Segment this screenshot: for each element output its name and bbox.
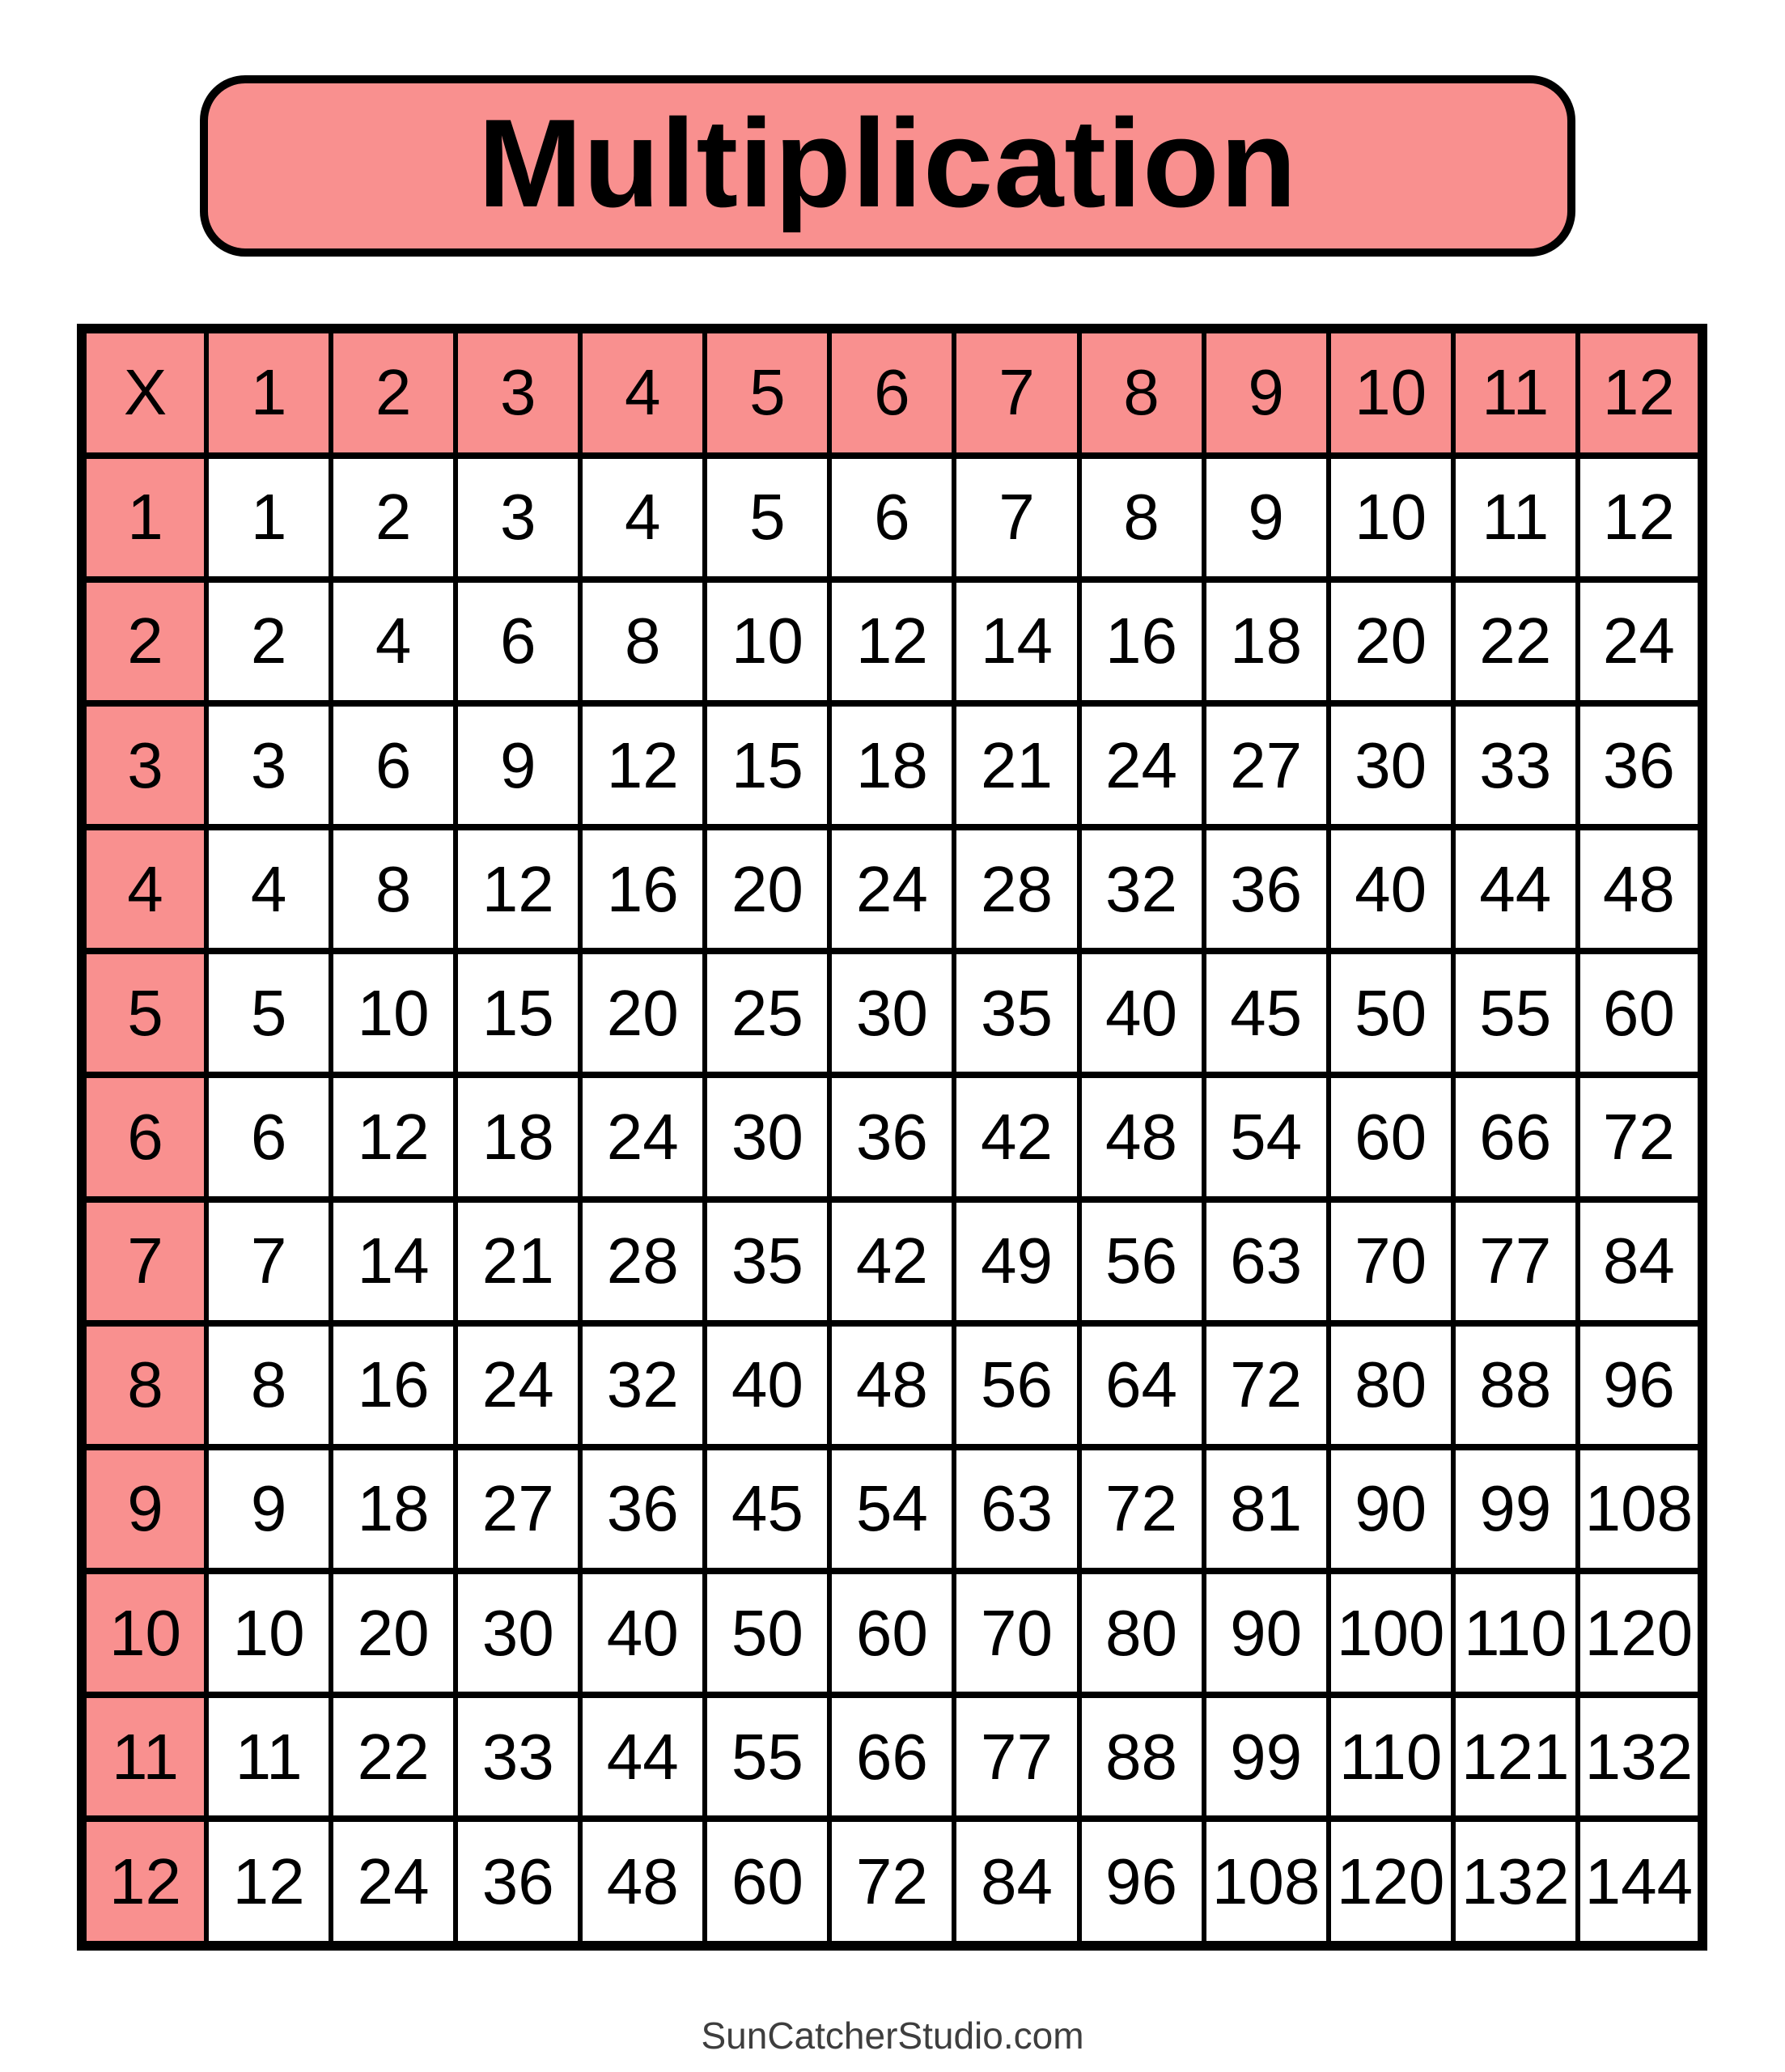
product-cell: 24 bbox=[456, 1323, 580, 1447]
product-cell: 60 bbox=[829, 1571, 954, 1695]
product-cell: 21 bbox=[456, 1199, 580, 1323]
product-cell: 132 bbox=[1453, 1819, 1578, 1946]
column-header: 9 bbox=[1204, 329, 1329, 456]
column-header: 3 bbox=[456, 329, 580, 456]
product-cell: 3 bbox=[456, 456, 580, 580]
product-cell: 66 bbox=[1453, 1075, 1578, 1199]
column-header: 11 bbox=[1453, 329, 1578, 456]
product-cell: 132 bbox=[1578, 1695, 1702, 1819]
product-cell: 44 bbox=[580, 1695, 705, 1819]
column-header: 1 bbox=[206, 329, 331, 456]
product-cell: 45 bbox=[1204, 951, 1329, 1075]
product-cell: 40 bbox=[705, 1323, 829, 1447]
column-header: 10 bbox=[1329, 329, 1453, 456]
product-cell: 40 bbox=[1079, 951, 1204, 1075]
table-row bbox=[82, 1819, 1702, 1946]
product-cell: 36 bbox=[1578, 703, 1702, 827]
product-cell: 11 bbox=[1453, 456, 1578, 580]
product-cell: 12 bbox=[580, 703, 705, 827]
row-header: 6 bbox=[82, 1075, 206, 1199]
column-header: 8 bbox=[1079, 329, 1204, 456]
product-cell: 22 bbox=[331, 1695, 456, 1819]
product-cell: 48 bbox=[1578, 827, 1702, 951]
product-cell: 45 bbox=[705, 1447, 829, 1571]
product-cell: 9 bbox=[1204, 456, 1329, 580]
product-cell: 8 bbox=[1079, 456, 1204, 580]
product-cell: 80 bbox=[1329, 1323, 1453, 1447]
column-header: 7 bbox=[954, 329, 1079, 456]
header-row bbox=[82, 329, 1702, 456]
product-cell: 6 bbox=[206, 1075, 331, 1199]
product-cell: 6 bbox=[456, 580, 580, 703]
product-cell: 10 bbox=[705, 580, 829, 703]
product-cell: 110 bbox=[1329, 1695, 1453, 1819]
product-cell: 99 bbox=[1204, 1695, 1329, 1819]
product-cell: 9 bbox=[206, 1447, 331, 1571]
product-cell: 36 bbox=[580, 1447, 705, 1571]
product-cell: 21 bbox=[954, 703, 1079, 827]
product-cell: 12 bbox=[456, 827, 580, 951]
column-header: 2 bbox=[331, 329, 456, 456]
product-cell: 7 bbox=[206, 1199, 331, 1323]
product-cell: 16 bbox=[1079, 580, 1204, 703]
product-cell: 20 bbox=[580, 951, 705, 1075]
product-cell: 28 bbox=[954, 827, 1079, 951]
row-header: 9 bbox=[82, 1447, 206, 1571]
product-cell: 36 bbox=[1204, 827, 1329, 951]
product-cell: 15 bbox=[705, 703, 829, 827]
title-banner bbox=[200, 75, 1575, 257]
product-cell: 24 bbox=[1578, 580, 1702, 703]
product-cell: 84 bbox=[954, 1819, 1079, 1946]
product-cell: 50 bbox=[705, 1571, 829, 1695]
row-header: 5 bbox=[82, 951, 206, 1075]
product-cell: 32 bbox=[1079, 827, 1204, 951]
footer-website-text: SunCatcherStudio.com bbox=[701, 2015, 1084, 2057]
product-cell: 4 bbox=[331, 580, 456, 703]
multiplication-table bbox=[77, 324, 1707, 1951]
product-cell: 110 bbox=[1453, 1571, 1578, 1695]
product-cell: 12 bbox=[331, 1075, 456, 1199]
table-row bbox=[82, 1199, 1702, 1323]
product-cell: 36 bbox=[829, 1075, 954, 1199]
product-cell: 72 bbox=[1578, 1075, 1702, 1199]
table-row bbox=[82, 827, 1702, 951]
product-cell: 120 bbox=[1578, 1571, 1702, 1695]
product-cell: 70 bbox=[1329, 1199, 1453, 1323]
table-row bbox=[82, 1447, 1702, 1571]
product-cell: 8 bbox=[206, 1323, 331, 1447]
product-cell: 99 bbox=[1453, 1447, 1578, 1571]
row-header: 11 bbox=[82, 1695, 206, 1819]
table-row bbox=[82, 1323, 1702, 1447]
product-cell: 24 bbox=[331, 1819, 456, 1946]
product-cell: 20 bbox=[705, 827, 829, 951]
product-cell: 108 bbox=[1204, 1819, 1329, 1946]
product-cell: 55 bbox=[1453, 951, 1578, 1075]
product-cell: 3 bbox=[206, 703, 331, 827]
product-cell: 77 bbox=[954, 1695, 1079, 1819]
product-cell: 72 bbox=[1204, 1323, 1329, 1447]
product-cell: 42 bbox=[954, 1075, 1079, 1199]
product-cell: 6 bbox=[829, 456, 954, 580]
column-header: 12 bbox=[1578, 329, 1702, 456]
product-cell: 60 bbox=[1578, 951, 1702, 1075]
product-cell: 80 bbox=[1079, 1571, 1204, 1695]
product-cell: 90 bbox=[1204, 1571, 1329, 1695]
row-header: 2 bbox=[82, 580, 206, 703]
row-header: 3 bbox=[82, 703, 206, 827]
corner-cell: X bbox=[82, 329, 206, 456]
product-cell: 120 bbox=[1329, 1819, 1453, 1946]
product-cell: 32 bbox=[580, 1323, 705, 1447]
product-cell: 18 bbox=[1204, 580, 1329, 703]
column-header: 5 bbox=[705, 329, 829, 456]
product-cell: 22 bbox=[1453, 580, 1578, 703]
product-cell: 8 bbox=[580, 580, 705, 703]
product-cell: 66 bbox=[829, 1695, 954, 1819]
product-cell: 44 bbox=[1453, 827, 1578, 951]
product-cell: 144 bbox=[1578, 1819, 1702, 1946]
row-header: 7 bbox=[82, 1199, 206, 1323]
product-cell: 88 bbox=[1453, 1323, 1578, 1447]
product-cell: 42 bbox=[829, 1199, 954, 1323]
product-cell: 40 bbox=[580, 1571, 705, 1695]
product-cell: 49 bbox=[954, 1199, 1079, 1323]
column-header: 6 bbox=[829, 329, 954, 456]
product-cell: 9 bbox=[456, 703, 580, 827]
product-cell: 4 bbox=[206, 827, 331, 951]
product-cell: 18 bbox=[456, 1075, 580, 1199]
product-cell: 14 bbox=[954, 580, 1079, 703]
table-row bbox=[82, 1571, 1702, 1695]
product-cell: 56 bbox=[1079, 1199, 1204, 1323]
table-row bbox=[82, 703, 1702, 827]
product-cell: 11 bbox=[206, 1695, 331, 1819]
row-header: 12 bbox=[82, 1819, 206, 1946]
product-cell: 77 bbox=[1453, 1199, 1578, 1323]
product-cell: 16 bbox=[331, 1323, 456, 1447]
row-header: 8 bbox=[82, 1323, 206, 1447]
product-cell: 55 bbox=[705, 1695, 829, 1819]
product-cell: 10 bbox=[206, 1571, 331, 1695]
product-cell: 12 bbox=[829, 580, 954, 703]
product-cell: 63 bbox=[954, 1447, 1079, 1571]
product-cell: 30 bbox=[1329, 703, 1453, 827]
product-cell: 121 bbox=[1453, 1695, 1578, 1819]
product-cell: 60 bbox=[1329, 1075, 1453, 1199]
product-cell: 50 bbox=[1329, 951, 1453, 1075]
product-cell: 30 bbox=[829, 951, 954, 1075]
product-cell: 24 bbox=[829, 827, 954, 951]
column-header: 4 bbox=[580, 329, 705, 456]
page-title: Multiplication bbox=[477, 92, 1298, 233]
product-cell: 18 bbox=[829, 703, 954, 827]
product-cell: 33 bbox=[456, 1695, 580, 1819]
product-cell: 5 bbox=[705, 456, 829, 580]
product-cell: 10 bbox=[331, 951, 456, 1075]
product-cell: 18 bbox=[331, 1447, 456, 1571]
product-cell: 10 bbox=[1329, 456, 1453, 580]
product-cell: 72 bbox=[829, 1819, 954, 1946]
table-row bbox=[82, 951, 1702, 1075]
product-cell: 40 bbox=[1329, 827, 1453, 951]
product-cell: 100 bbox=[1329, 1571, 1453, 1695]
product-cell: 27 bbox=[1204, 703, 1329, 827]
product-cell: 70 bbox=[954, 1571, 1079, 1695]
product-cell: 28 bbox=[580, 1199, 705, 1323]
product-cell: 88 bbox=[1079, 1695, 1204, 1819]
product-cell: 8 bbox=[331, 827, 456, 951]
product-cell: 20 bbox=[331, 1571, 456, 1695]
row-header: 1 bbox=[82, 456, 206, 580]
product-cell: 16 bbox=[580, 827, 705, 951]
product-cell: 5 bbox=[206, 951, 331, 1075]
product-cell: 81 bbox=[1204, 1447, 1329, 1571]
product-cell: 48 bbox=[580, 1819, 705, 1946]
product-cell: 30 bbox=[705, 1075, 829, 1199]
product-cell: 12 bbox=[1578, 456, 1702, 580]
product-cell: 4 bbox=[580, 456, 705, 580]
product-cell: 36 bbox=[456, 1819, 580, 1946]
product-cell: 30 bbox=[456, 1571, 580, 1695]
product-cell: 1 bbox=[206, 456, 331, 580]
row-header: 4 bbox=[82, 827, 206, 951]
product-cell: 6 bbox=[331, 703, 456, 827]
product-cell: 35 bbox=[954, 951, 1079, 1075]
product-cell: 24 bbox=[1079, 703, 1204, 827]
product-cell: 25 bbox=[705, 951, 829, 1075]
product-cell: 96 bbox=[1578, 1323, 1702, 1447]
product-cell: 48 bbox=[1079, 1075, 1204, 1199]
product-cell: 35 bbox=[705, 1199, 829, 1323]
product-cell: 2 bbox=[206, 580, 331, 703]
product-cell: 48 bbox=[829, 1323, 954, 1447]
product-cell: 12 bbox=[206, 1819, 331, 1946]
product-cell: 84 bbox=[1578, 1199, 1702, 1323]
product-cell: 96 bbox=[1079, 1819, 1204, 1946]
product-cell: 60 bbox=[705, 1819, 829, 1946]
product-cell: 108 bbox=[1578, 1447, 1702, 1571]
table-row bbox=[82, 1695, 1702, 1819]
product-cell: 24 bbox=[580, 1075, 705, 1199]
table-row bbox=[82, 1075, 1702, 1199]
product-cell: 20 bbox=[1329, 580, 1453, 703]
product-cell: 90 bbox=[1329, 1447, 1453, 1571]
product-cell: 54 bbox=[1204, 1075, 1329, 1199]
table-body bbox=[82, 329, 1702, 1946]
product-cell: 2 bbox=[331, 456, 456, 580]
product-cell: 63 bbox=[1204, 1199, 1329, 1323]
product-cell: 14 bbox=[331, 1199, 456, 1323]
product-cell: 15 bbox=[456, 951, 580, 1075]
row-header: 10 bbox=[82, 1571, 206, 1695]
table-row bbox=[82, 580, 1702, 703]
product-cell: 72 bbox=[1079, 1447, 1204, 1571]
product-cell: 64 bbox=[1079, 1323, 1204, 1447]
table-row bbox=[82, 456, 1702, 580]
product-cell: 33 bbox=[1453, 703, 1578, 827]
product-cell: 56 bbox=[954, 1323, 1079, 1447]
product-cell: 7 bbox=[954, 456, 1079, 580]
product-cell: 27 bbox=[456, 1447, 580, 1571]
product-cell: 54 bbox=[829, 1447, 954, 1571]
